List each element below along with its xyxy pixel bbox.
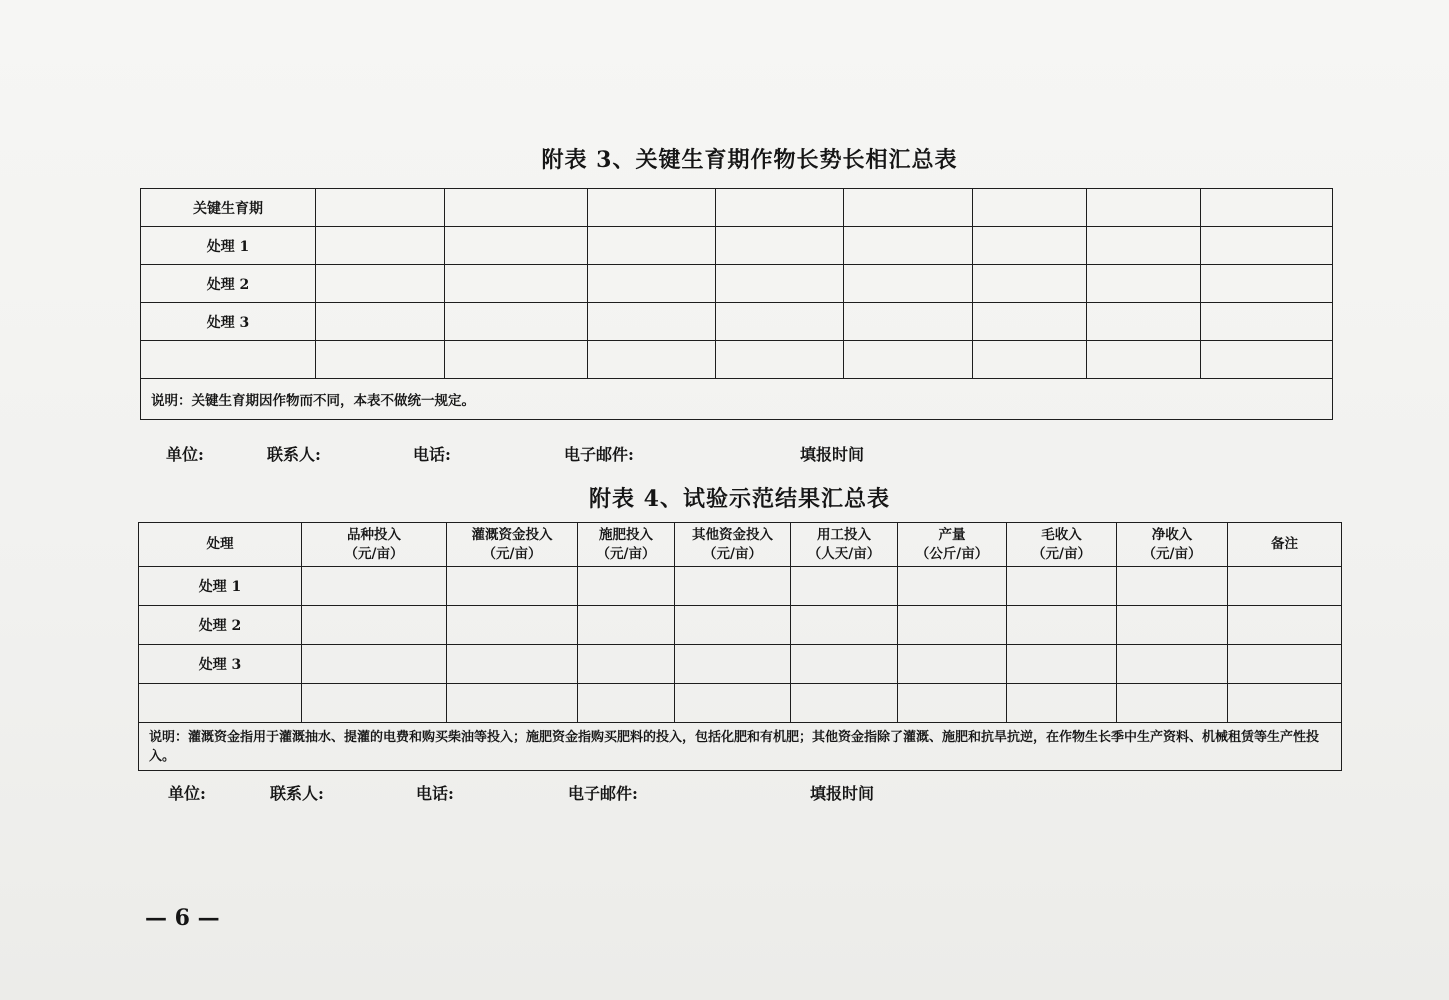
- table-cell[interactable]: [1087, 227, 1201, 265]
- header-line1: 毛收入: [1041, 526, 1082, 543]
- table-cell[interactable]: [1201, 303, 1333, 341]
- email-label: 电子邮件:: [564, 445, 634, 464]
- table-cell[interactable]: [1228, 606, 1342, 645]
- table-cell[interactable]: [1201, 227, 1333, 265]
- table-cell[interactable]: [898, 684, 1007, 723]
- table-cell[interactable]: [447, 645, 578, 684]
- column-header: [139, 523, 302, 567]
- table4-note: 说明：灌溉资金指用于灌溉抽水、提灌的电费和购买柴油等投入；施肥资金指购买肥料的投入，包括化肥和有机肥；其他资金指除了灌溉、施肥和抗旱抗逆，在作物生长季中生产资料、机械租赁等生产性投入。: [139, 723, 1342, 771]
- row-label: 处理 3: [139, 645, 302, 684]
- header-line1: 施肥投入: [599, 526, 653, 543]
- header-row: [139, 523, 1342, 567]
- table-cell[interactable]: [1117, 567, 1228, 606]
- table-cell[interactable]: [588, 303, 716, 341]
- column-header: [578, 523, 675, 567]
- table-cell[interactable]: [716, 189, 844, 227]
- table-cell[interactable]: [844, 265, 973, 303]
- row-label: 处理 3: [141, 303, 316, 341]
- table-cell[interactable]: [675, 567, 791, 606]
- header-line1: 品种投入: [347, 526, 401, 543]
- column-header: [1117, 523, 1228, 567]
- header-line1: 其他资金投入: [692, 526, 773, 543]
- table-cell[interactable]: [316, 189, 445, 227]
- table-cell[interactable]: [445, 265, 588, 303]
- header-line1: 产量: [938, 526, 966, 543]
- table-cell[interactable]: [1228, 645, 1342, 684]
- table-row: [139, 567, 1342, 606]
- table-cell[interactable]: [447, 606, 578, 645]
- trial-results-summary-table: [138, 522, 1342, 771]
- table-cell[interactable]: [1201, 189, 1333, 227]
- table-cell[interactable]: [1007, 567, 1117, 606]
- table-cell[interactable]: [844, 341, 973, 379]
- table-cell[interactable]: [578, 567, 675, 606]
- column-header: [1007, 523, 1117, 567]
- fill-time-label: 填报时间: [810, 784, 875, 803]
- table-cell[interactable]: [445, 189, 588, 227]
- table-cell[interactable]: [973, 227, 1087, 265]
- header-line2: （元/亩）: [596, 545, 656, 562]
- table-cell[interactable]: [675, 684, 791, 723]
- column-header: [447, 523, 578, 567]
- table-cell[interactable]: [1007, 606, 1117, 645]
- table-cell[interactable]: [1087, 189, 1201, 227]
- table-cell[interactable]: [1201, 341, 1333, 379]
- column-header: [791, 523, 898, 567]
- table-cell[interactable]: [898, 606, 1007, 645]
- header-line1: 灌溉资金投入: [471, 526, 553, 543]
- header-line2: （人天/亩）: [807, 545, 881, 562]
- table-cell[interactable]: [716, 265, 844, 303]
- column-header: [302, 523, 447, 567]
- table-cell[interactable]: [898, 567, 1007, 606]
- row-label: 关键生育期: [141, 189, 316, 227]
- unit-label: 单位:: [168, 784, 206, 803]
- table-cell[interactable]: [675, 606, 791, 645]
- table-row: [141, 189, 1333, 227]
- header-line2: （元/亩）: [703, 545, 762, 562]
- header-line2: （元/亩）: [1142, 545, 1202, 562]
- table-cell[interactable]: [675, 645, 791, 684]
- contact-person-label: 联系人:: [267, 445, 321, 464]
- table-row: [139, 684, 1342, 723]
- table-cell[interactable]: [447, 567, 578, 606]
- table-cell[interactable]: [1228, 567, 1342, 606]
- row-label: 处理 2: [139, 606, 302, 645]
- table-cell[interactable]: [445, 303, 588, 341]
- table-cell[interactable]: [316, 227, 445, 265]
- table-cell[interactable]: [302, 684, 447, 723]
- row-label: 处理 1: [141, 227, 316, 265]
- unit-label: 单位:: [166, 445, 204, 464]
- table-cell[interactable]: [844, 227, 973, 265]
- table-cell[interactable]: [973, 189, 1087, 227]
- header-line1: 处理: [206, 536, 234, 552]
- table-cell[interactable]: [316, 341, 445, 379]
- table-cell[interactable]: [302, 606, 447, 645]
- table-row: [139, 606, 1342, 645]
- row-label: 处理 1: [139, 567, 302, 606]
- table-cell[interactable]: [588, 189, 716, 227]
- table-cell[interactable]: [844, 303, 973, 341]
- header-line2: （元/亩）: [482, 545, 542, 562]
- header-line2: （元/亩）: [1032, 545, 1091, 562]
- table-row: [139, 645, 1342, 684]
- row-label: [141, 341, 316, 379]
- table-cell[interactable]: [588, 265, 716, 303]
- email-label: 电子邮件:: [568, 784, 638, 803]
- table-row: [141, 265, 1333, 303]
- header-line1: 净收入: [1151, 526, 1193, 543]
- table-cell[interactable]: [578, 645, 675, 684]
- table-cell[interactable]: [716, 303, 844, 341]
- table-cell[interactable]: [791, 645, 898, 684]
- table-cell[interactable]: [1228, 684, 1342, 723]
- note-row: [139, 723, 1342, 771]
- fill-time-label: 填报时间: [800, 445, 865, 464]
- table-cell[interactable]: [1201, 265, 1333, 303]
- table-cell[interactable]: [316, 265, 445, 303]
- phone-label: 电话:: [413, 445, 451, 464]
- table3-note: 说明：关键生育期因作物而不同，本表不做统一规定。: [141, 379, 1333, 420]
- table-cell[interactable]: [791, 684, 898, 723]
- table-cell[interactable]: [898, 645, 1007, 684]
- row-label: 处理 2: [141, 265, 316, 303]
- contact-person-label: 联系人:: [270, 784, 324, 803]
- table-cell[interactable]: [1087, 265, 1201, 303]
- table-cell[interactable]: [1087, 341, 1201, 379]
- row-label: [139, 684, 302, 723]
- table-cell[interactable]: [973, 341, 1087, 379]
- column-header: [1228, 523, 1342, 567]
- table-cell[interactable]: [588, 341, 716, 379]
- table-cell[interactable]: [316, 303, 445, 341]
- table-row: [141, 303, 1333, 341]
- header-line2: （元/亩）: [344, 545, 404, 562]
- table-cell[interactable]: [716, 341, 844, 379]
- table-cell[interactable]: [1007, 684, 1117, 723]
- page-number: — 6 —: [145, 905, 220, 931]
- crop-growth-summary-table: [140, 188, 1333, 420]
- phone-label: 电话:: [416, 784, 454, 803]
- table-cell[interactable]: [1007, 645, 1117, 684]
- table3-title: 附表 3、关键生育期作物长势长相汇总表: [541, 147, 958, 173]
- table-cell[interactable]: [844, 189, 973, 227]
- table4-title: 附表 4、试验示范结果汇总表: [589, 486, 890, 512]
- header-line1: 用工投入: [817, 526, 871, 543]
- table-cell[interactable]: [445, 341, 588, 379]
- table-cell[interactable]: [445, 227, 588, 265]
- table-cell[interactable]: [302, 567, 447, 606]
- table-cell[interactable]: [1087, 303, 1201, 341]
- table-cell[interactable]: [973, 303, 1087, 341]
- table-cell[interactable]: [578, 684, 675, 723]
- table-cell[interactable]: [791, 567, 898, 606]
- header-line1: 备注: [1271, 536, 1298, 552]
- column-header: [898, 523, 1007, 567]
- table-row: [141, 341, 1333, 379]
- table-cell[interactable]: [791, 606, 898, 645]
- table-cell[interactable]: [973, 265, 1087, 303]
- table-cell[interactable]: [302, 645, 447, 684]
- header-line2: （公斤/亩）: [915, 545, 989, 562]
- table-cell[interactable]: [588, 227, 716, 265]
- table-cell[interactable]: [1117, 606, 1228, 645]
- note-row: [141, 379, 1333, 420]
- table-cell[interactable]: [1117, 645, 1228, 684]
- table-row: [141, 227, 1333, 265]
- table-cell[interactable]: [716, 227, 844, 265]
- table-cell[interactable]: [1117, 684, 1228, 723]
- table-cell[interactable]: [447, 684, 578, 723]
- table-cell[interactable]: [578, 606, 675, 645]
- column-header: [675, 523, 791, 567]
